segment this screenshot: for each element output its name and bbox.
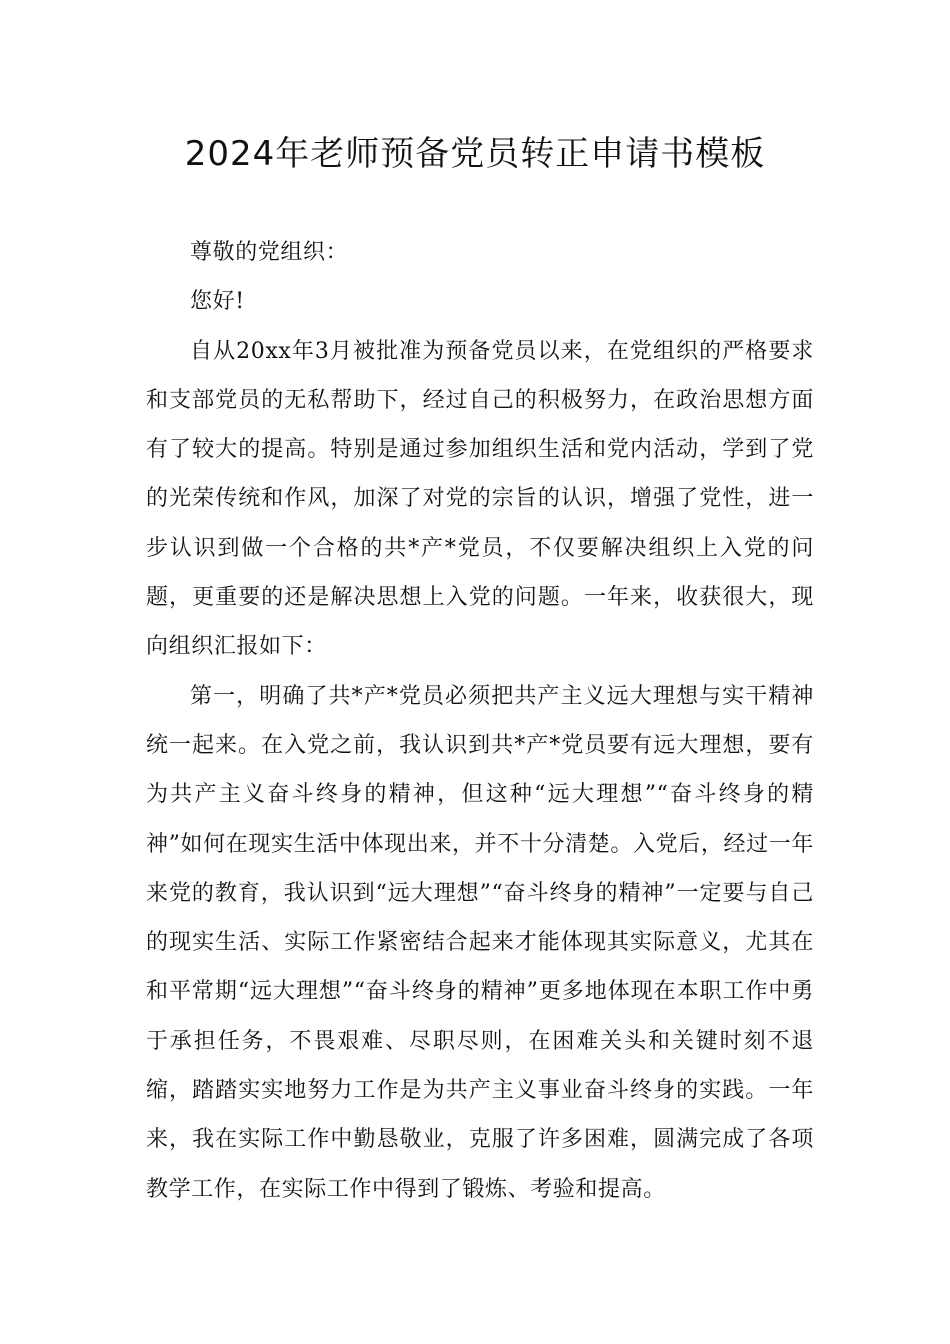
greeting: 您好!	[190, 289, 245, 315]
paragraph-first-point: 第一，明确了共*产*党员必须把共产主义远大理想与实干精神统一起来。在入党之前，我认识到共*产*党员要有远大理想，要有为共产主义奋斗终身的精神，但这种“远大理想”“奋斗终身的精神”如何在现实生活中体现出来，并不十分清楚。入党后，经过一年来党的教育，我认识到“远大理想”“奋斗终身的精神”一定要与自己的现实生活、实际工作紧密结合起来才能体现其实际意义，尤其在和平常期“远大理想”“奋斗终身的精神”更多地体现在本职工作中勇于承担任务，不畏艰难、尽职尽则，在困难关头和关键时刻不退缩，踏踏实实地努力工作是为共产主义事业奋斗终身的实践。一年来，我在实际工作中勤恳敬业，克服了许多困难，圆满完成了各项教学工作，在实际工作中得到了锻炼、考验和提高。	[146, 683, 814, 1202]
salutation: 尊敬的党组织：	[190, 240, 349, 265]
document-title: 2024年老师预备党员转正申请书模板	[184, 134, 766, 174]
paragraph-intro: 自从20xx年3月被批准为预备党员以来，在党组织的严格要求和支部党员的无私帮助下，经过自己的积极努力，在政治思想方面有了较大的提高。特别是通过参加组织生活和党内活动，学到了党的光荣传统和作风，加深了对党的宗旨的认识，增强了党性，进一步认识到做一个合格的共*产*党员，不仅要解决组织上入党的问题，更重要的还是解决思想上入党的问题。一年来，收获很大，现向组织汇报如下：	[146, 338, 814, 660]
document-body	[146, 228, 814, 1214]
